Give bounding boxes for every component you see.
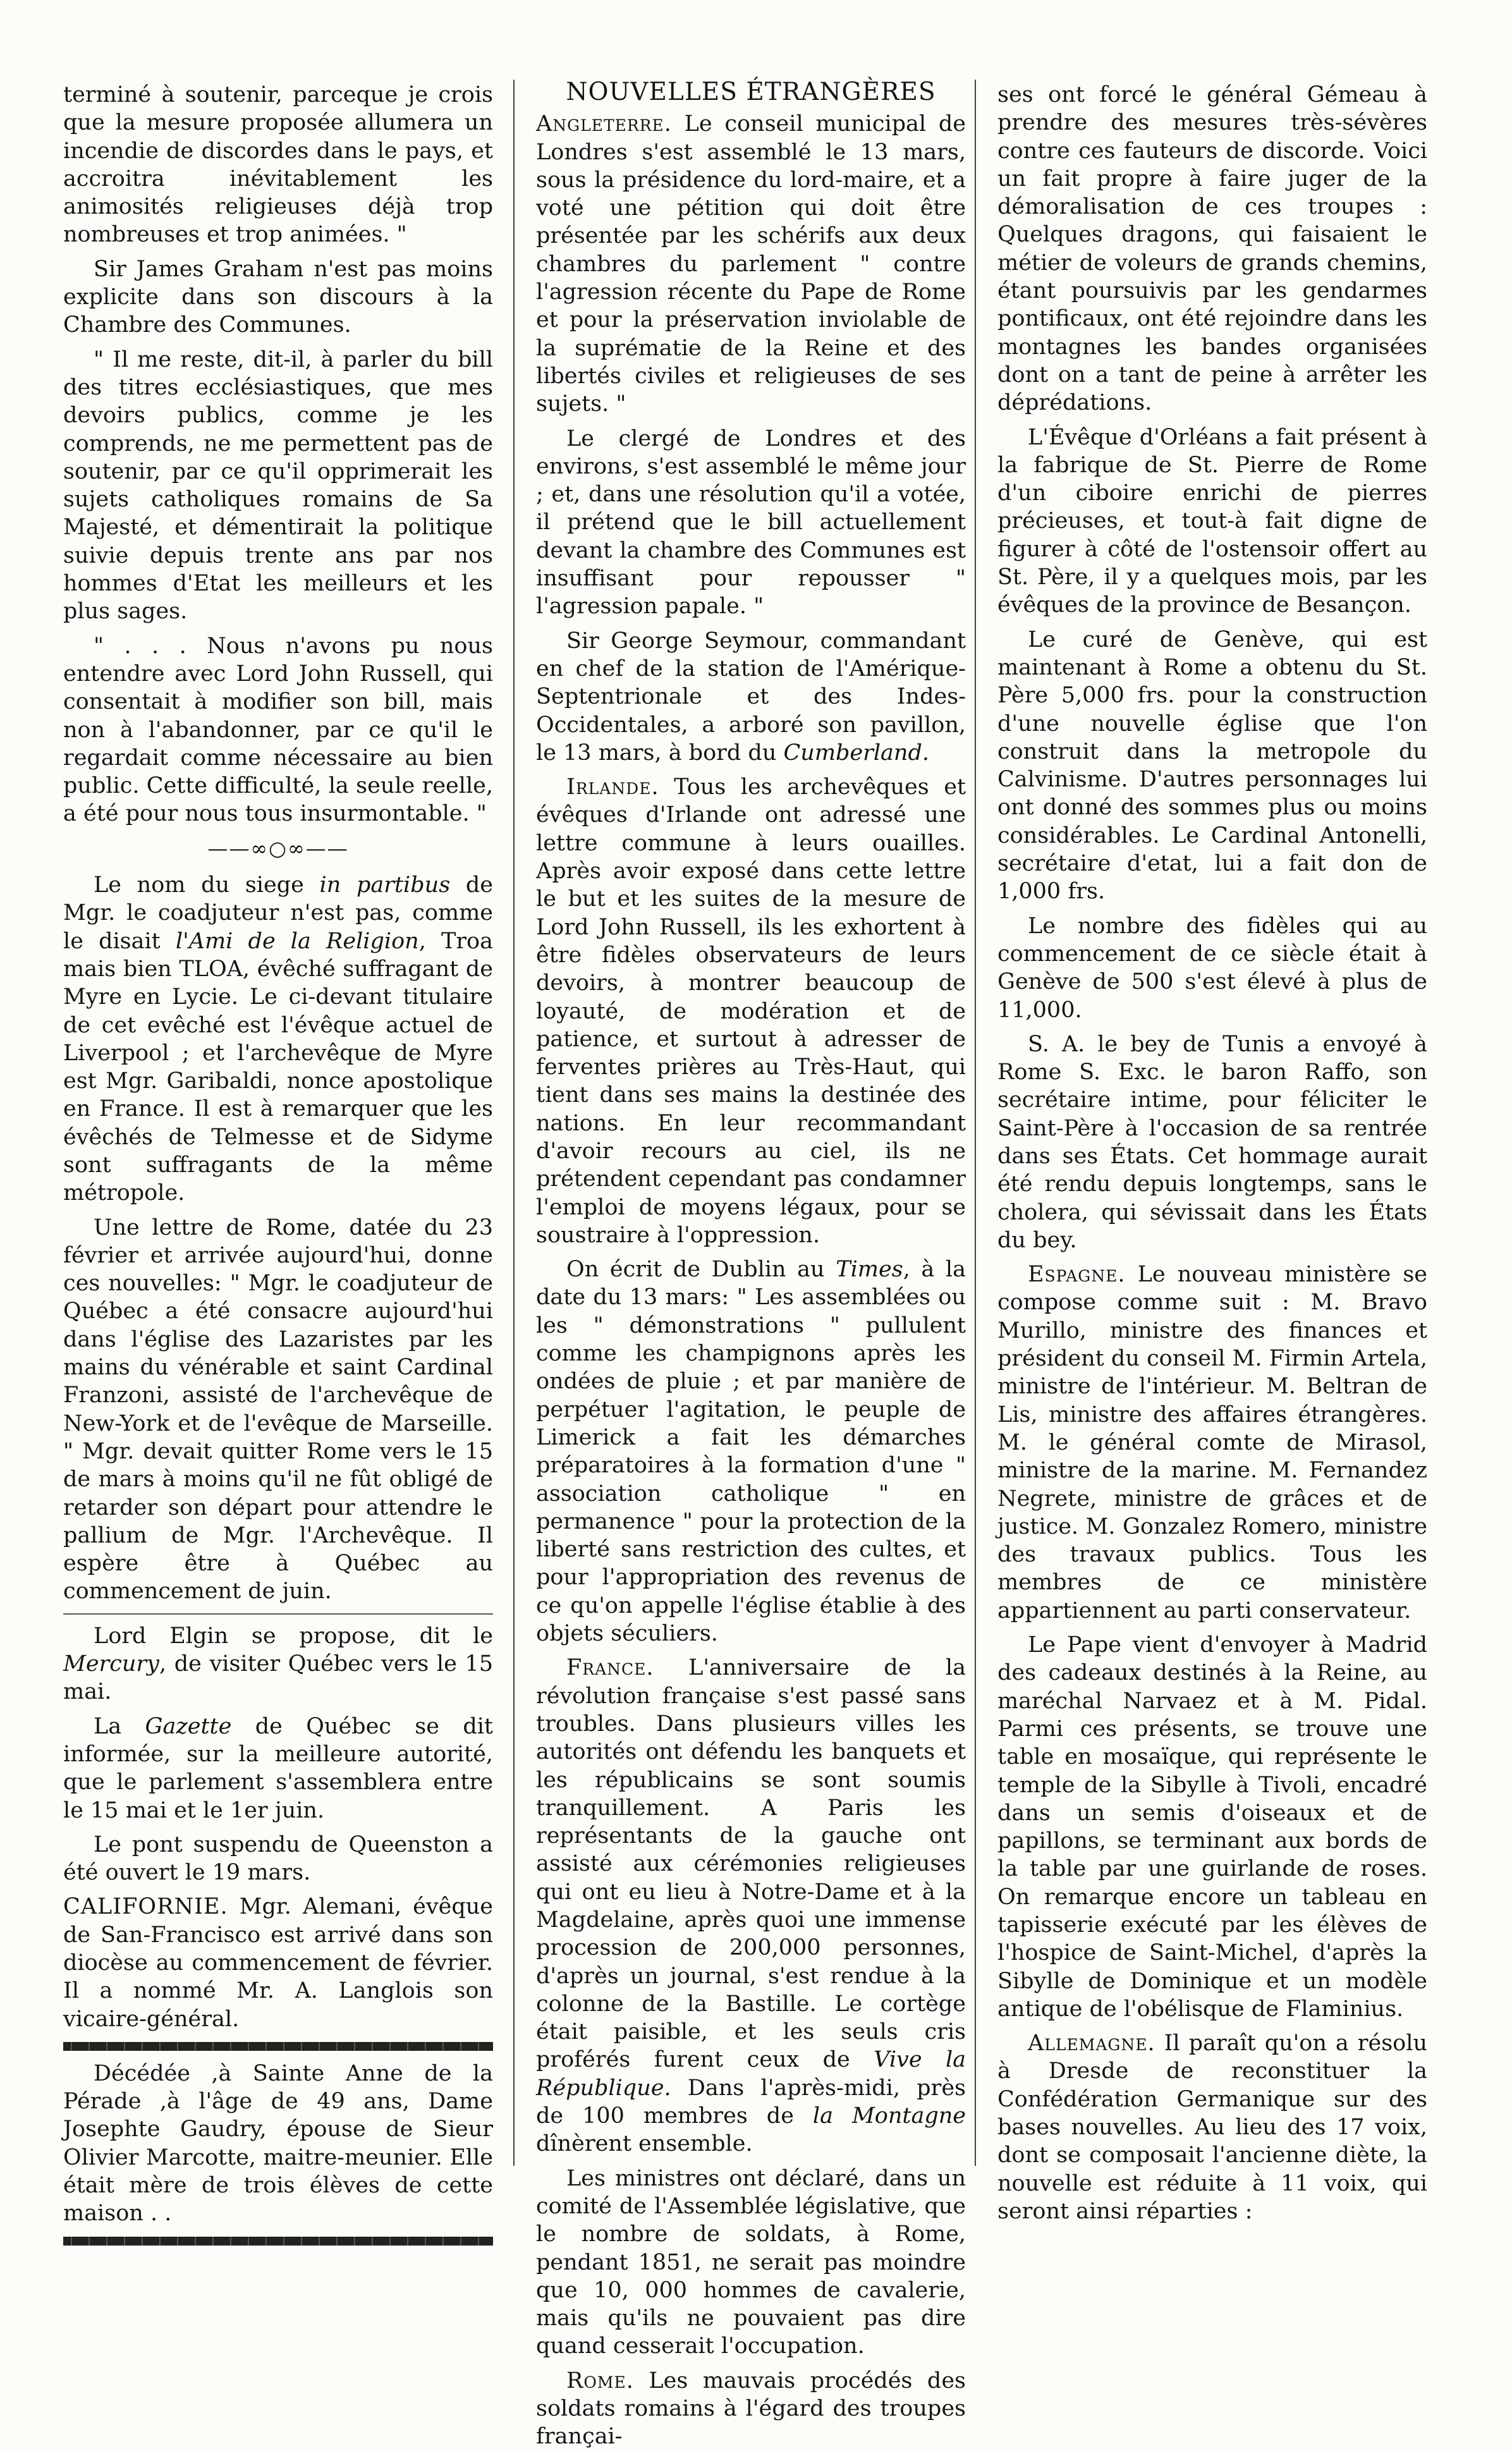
- article-paragraph: [536, 1654, 966, 2158]
- article-paragraph: terminé à soutenir, parceque je crois que la mesure proposée allumera un incendie de discordes dans le pays, et accroitra inévitablement les animosités religieuses déjà trop nombreuses et trop animées. ": [63, 82, 493, 248]
- article-paragraph: Une lettre de Rome, datée du 23 février et arrivée aujourd'hui, donne ces nouvelles: " Mgr. le coadjuteur de Québec a été consacre aujourd'hui dans l'église des Lazaristes par les mains du vénérable et saint Cardinal Franzoni, assisté de l'archevêque de New-York et de l'evêque de Marseille. " Mgr. devait quitter Rome vers le 15 de mars à moins qu'il ne fût obligé de retarder son départ pour attendre le pallium de Mgr. l'Archevêque. Il espère être à Québec au commencement de juin.: [63, 1214, 493, 1604]
- article-paragraph: L'Évêque d'Orléans a fait présent à la fabrique de St. Pierre de Rome d'un ciboire enrichi de pierres précieuses, et tout-à fait digne de figurer à côté de l'ostensoir offert au St. Père, il y a quelques mois, par les évêques de la province de Besançon.: [997, 424, 1427, 618]
- column-left: [63, 81, 494, 2227]
- italic-term: in partibus: [319, 872, 451, 898]
- column-rule-left: [513, 80, 515, 2166]
- article-paragraph: [63, 1893, 493, 2032]
- text-run: , de visiter Québec vers le 15 mai.: [63, 1651, 493, 1705]
- text-run: Sir George Seymour, commandant en chef de la station de l'Amérique-Septentrionale et des Indes-Occidentales, a arboré son pavillon, le 13 mars, à bord du: [536, 628, 966, 766]
- column-right: [997, 81, 1427, 2224]
- section-heading-inline: Rome.: [566, 2368, 634, 2393]
- text-run: Tous les archevêques et évêques d'Irlande ont adressé une lettre commune à leurs ouailles. Après avoir exposé dans cette lettre le but et les suites de la mesure de Lord John Russell, ils les exhortent à être fidèles observateurs de leurs devoirs, à montrer beaucoup de loyauté, de modération et de patience, et surtout à adresser de ferventes prières au Très-Haut, qui tient dans ses mains la destinée des nations. En leur recommandant d'avoir recours au ciel, ils ne prétendent cependant pas condamner l'emploi de moyens légaux, pour se soustraire à l'oppression.: [536, 774, 966, 1248]
- italic-publication: Times: [836, 1257, 903, 1283]
- article-paragraph: [997, 1261, 1427, 1625]
- article-paragraph: [536, 2367, 966, 2451]
- article-paragraph: [63, 871, 493, 1207]
- italic-publication: l'Ami de la Religion: [175, 928, 419, 954]
- italic-phrase: Vive la République.: [536, 2047, 966, 2101]
- text-run: Mgr. Alemani, évêque de San-Francisco est arrivé dans son diocèse au commencement de février. Il a nommé Mr. A. Langlois son vicaire-général.: [63, 1894, 493, 2032]
- text-run: Il paraît qu'on a résolu à Dresde de reconstituer la Confédération Germanique sur des bases nouvelles. Au lieu des 17 voix, dont se composait l'ancienne diète, la nouvelle est réduite à 11 voix, qui seront ainsi réparties :: [997, 2031, 1427, 2224]
- italic-publication: Mercury: [63, 1651, 159, 1677]
- text-run: La: [94, 1713, 145, 1739]
- text-run: de Mgr. le coadjuteur n'est pas, comme le disait: [63, 872, 494, 954]
- section-heading-inline: Espagne.: [1028, 1262, 1126, 1288]
- section-heading-inline: Irlande.: [566, 774, 659, 800]
- quote-paragraph: " . . . Nous n'avons pu nous entendre avec Lord John Russell, qui consentait à modifier son bill, mais non à l'abandonner, par ce qu'il le regardait comme nécessaire au bien public. Cette difficulté, la seule reelle, a été pour nous tous insurmontable. ": [63, 633, 493, 827]
- text-run: Le conseil municipal de Londres s'est assemblé le 13 mars, sous la présidence du lord-maire, et a voté une pétition qui doit être présentée par les schérifs aux deux chambres du parlement " contre l'agression récente du Pape de Rome et pour la préservation inviolable de la suprématie de la Reine et des libertés civiles et religieuses de ses sujets. ": [536, 111, 966, 417]
- article-paragraph: [536, 110, 966, 418]
- column-middle: [536, 78, 966, 2450]
- article-paragraph: S. A. le bey de Tunis a envoyé à Rome S. Exc. le baron Raffo, son secrétaire intime, pour féliciter le Saint-Père à l'occasion de sa rentrée dans ses États. Cet hommage aurait été rendu depuis longtemps, sans le cholera, qui sévissait dans les États du bey.: [997, 1031, 1427, 1253]
- section-heading-inline: France.: [566, 1655, 654, 1681]
- section-divider: [63, 1613, 493, 1615]
- article-paragraph: Le curé de Genève, qui est maintenant à Rome a obtenu du St. Père 5,000 frs. pour la construction d'une nouvelle église que l'on construit dans la metropole du Calvinisme. D'autres personnages lui ont donné des sommes plus ou moins considérables. Le Cardinal Antonelli, secrétaire d'etat, lui a fait don de 1,000 frs.: [997, 627, 1427, 905]
- text-run: , Troa mais bien TLOA, évêché suffragant de Myre en Lycie. Le ci-devant titulaire de cet evêché est l'évêque actuel de Liverpool ; et l'archevêque de Myre est Mgr. Garibaldi, nonce apostolique en France. Il est à remarquer que les évêchés de Telmesse et de Sidyme sont suffragants de la même métropole.: [63, 928, 493, 1206]
- column-rule-right: [975, 80, 976, 2166]
- heavy-divider: [63, 2042, 493, 2051]
- text-run: On écrit de Dublin au: [566, 1257, 836, 1283]
- article-paragraph: [63, 1713, 493, 1824]
- italic-ship-name: Cumberland.: [783, 740, 929, 766]
- section-heading-inline: Angleterre.: [536, 111, 672, 137]
- italic-publication: Gazette: [145, 1713, 232, 1739]
- section-heading-inline: CALIFORNIE.: [63, 1894, 228, 1920]
- article-paragraph: [63, 1622, 493, 1706]
- article-paragraph: Le nombre des fidèles qui au commencement de ce siècle était à Genève de 500 s'est élevé à plus de 11,000.: [997, 913, 1427, 1023]
- obituary-paragraph: Décédée ,à Sainte Anne de la Pérade ,à l'âge de 49 ans, Dame Josephte Gaudry, épouse de Sieur Olivier Marcotte, maitre-meunier. Elle était mère de trois élèves de cette maison . .: [63, 2060, 493, 2227]
- heavy-divider: [63, 2237, 493, 2246]
- article-paragraph: Les ministres ont déclaré, dans un comité de l'Assemblée législative, que le nombre de soldats, à Rome, pendant 1851, ne serait pas moindre que 10, 000 hommes de cavalerie, mais qu'ils ne pouvaient pas dire quand cesserait l'occupation.: [536, 2165, 966, 2359]
- article-paragraph: [536, 627, 966, 767]
- text-run: Le nom du siege: [94, 872, 320, 898]
- article-paragraph: [536, 1256, 966, 1647]
- article-paragraph: Le Pape vient d'envoyer à Madrid des cadeaux destinés à la Reine, au maréchal Narvaez et à M. Pidal. Parmi ces présents, se trouve une table en mosaïque, qui représente le temple de la Sibylle à Tivoli, encadré dans un semis d'oiseaux et de papillons, se terminant aux bords de la table par une guirlande de roses. On remarque encore un tableau en tapisserie exécuté par les élèves de l'hospice de Saint-Michel, d'après la Sibylle de Dominique et un modèle antique de l'obélisque de Flaminius.: [997, 1632, 1427, 2022]
- article-paragraph: [997, 2029, 1427, 2225]
- text-run: dînèrent ensemble.: [536, 2131, 753, 2157]
- section-title: NOUVELLES ÉTRANGÈRES: [566, 78, 936, 106]
- article-paragraph: ses ont forcé le général Gémeau à prendre des mesures très-sévères contre ces fauteurs de discorde. Voici un fait propre à faire juger de la démoralisation de ces troupes : Quelques dragons, qui faisaient le métier de voleurs de grands chemins, étant poursuivis par les gendarmes pontificaux, ont été rejoindre dans les montagnes les bandes organisées dont on a tant de peine à arrêter les déprédations.: [997, 82, 1427, 416]
- text-run: Lord Elgin se propose, dit le: [94, 1623, 493, 1649]
- text-run: , à la date du 13 mars: " Les assemblées ou les " démonstrations " pullulent comme les champignons après les ondées de pluie ; et par manière de perpétuer l'agitation, le peuple de Limerick a fait les démarches préparatoires à la formation d'une " association catholique " en permanence " pour la protection de la liberté sans restriction des cultes, et pour l'appropriation des revenus de ce qu'on appelle l'église établie à des objets séculiers.: [536, 1257, 966, 1647]
- ornament-divider: ——∞○∞——: [207, 836, 349, 860]
- article-paragraph: Le clergé de Londres et des environs, s'est assemblé le même jour ; et, dans une résolution qu'il a votée, il prétend que le bill actuellement devant la chambre des Communes est insuffisant pour repousser " l'agression papale. ": [536, 425, 966, 620]
- text-run: Les mauvais procédés des soldats romains à l'égard des troupes françai-: [536, 2368, 966, 2450]
- article-paragraph: [536, 773, 966, 1249]
- text-run: L'anniversaire de la révolution française s'est passé sans troubles. Dans plusieurs villes les autorités ont défendu les banquets et les républicains se sont soumis tranquillement. A Paris les représentants de la gauche ont assisté aux cérémonies religieuses qui ont eu lieu à Notre-Dame et à la Magdelaine, après quoi une immense procession de 200,000 personnes, d'après un journal, s'est rendue à la colonne de la Bastille. Le cortège était paisible, et les seuls cris proférés furent ceux de: [536, 1655, 966, 2073]
- text-run: de Québec se dit informée, sur la meilleure autorité, que le parlement s'assemblera entre le 15 mai et le 1er juin.: [63, 1713, 493, 1823]
- article-paragraph: Sir James Graham n'est pas moins explicite dans son discours à la Chambre des Communes.: [63, 256, 493, 338]
- article-paragraph: Le pont suspendu de Queenston a été ouvert le 19 mars.: [63, 1831, 493, 1886]
- italic-phrase: la Montagne: [812, 2103, 966, 2129]
- quote-paragraph: " Il me reste, dit-il, à parler du bill des titres ecclésiastiques, que mes devoirs publics, comme je les comprends, ne me permettent pas de soutenir, par ce qu'il opprimerait les sujets catholiques romains de Sa Majesté, et démentirait la politique suivie depuis trente ans par nos hommes d'Etat les meilleurs et les plus sages.: [63, 346, 493, 625]
- text-run: Dans l'après-midi, près de 100 membres de: [536, 2075, 966, 2129]
- section-heading-inline: Allemagne.: [1028, 2031, 1155, 2057]
- text-run: Le nouveau ministère se compose comme suit : M. Bravo Murillo, ministre des finances et président du conseil M. Firmin Artela, ministre de l'intérieur. M. Beltran de Lis, ministre des affaires étrangères. M. le général comte de Mirasol, ministre de la marine. M. Fernandez Negrete, ministre de grâces et de justice. M. Gonzalez Romero, ministre des travaux publics. Tous les membres de ce ministère appartiennent au parti conservateur.: [997, 1262, 1427, 1623]
